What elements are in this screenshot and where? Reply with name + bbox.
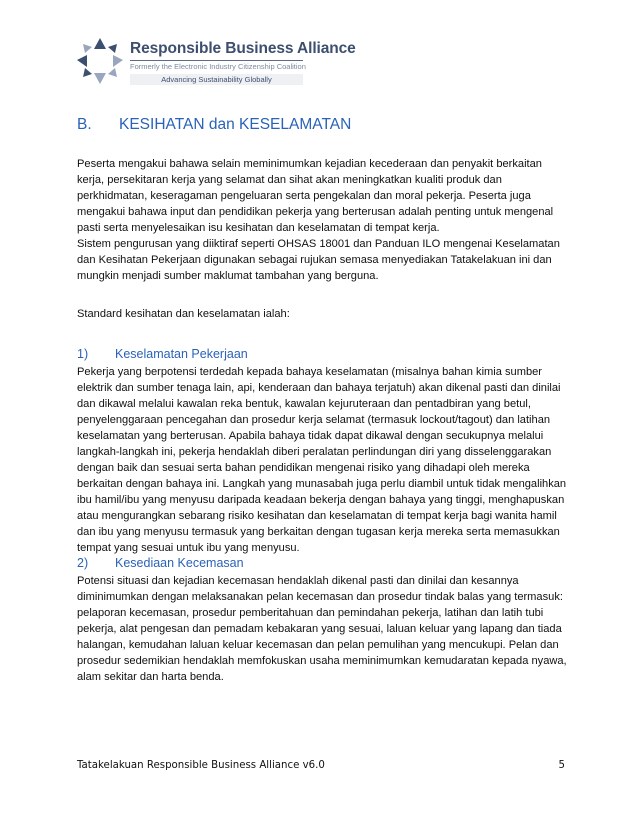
section-heading [77,116,351,134]
item-body-emergency-preparedness: Potensi situasi dan kejadian kecemasan hendaklah dikenal pasti dan dinilai dan kesannya diminimumkan dengan melaksanakan pelan kecemasan dan prosedur tindak balas yang termasuk: pelaporan kecemasan, prosedur pemberitahuan dan pemindahan pekerja, latihan dan latih tubi pekerja, alat pengesan dan pemadam kebakaran yang sesuai, laluan keluar yang lapang dan tiada halangan, kemudahan laluan keluar kecemasan dan pelan pemulihan yang mencukupi. Pelan dan prosedur sedemikian hendaklah memfokuskan usaha meminimumkan kemudaratan kepada nyawa, alam sekitar dan harta benda. [77,575,567,683]
rba-logo [73,36,356,88]
intro-paragraph-2: Sistem pengurusan yang diiktiraf seperti OHSAS 18001 dan Panduan ILO mengenai Keselamatan dan Kesihatan Pekerjaan digunakan sebagai rujukan semasa menyediakan Tatakelakuan ini dan mungkin menjadi sumber maklumat tambahan yang berguna. [77,238,560,282]
logo-title: Responsible Business Alliance [130,40,356,57]
footer-text: Tatakelakuan Responsible Business Alliance v6.0 [77,760,325,771]
section-number: B. [77,116,92,133]
item-heading-emergency-preparedness [77,556,244,570]
logo-divider [130,60,303,61]
item-body-occupational-safety: Pekerja yang berpotensi terdedah kepada bahaya keselamatan (misalnya bahan kimia sumber elektrik dan sumber tenaga lain, api, kenderaan dan bahaya terjatuh) akan dikenal pasti dan dinilai dan dikawal melalui kawalan reka bentuk, kawalan kejuruteraan dan pentadbiran yang betul, penyelenggaraan pencegahan dan prosedur kerja selamat (termasuk lockout/tagout) dan latihan keselamatan yang berterusan. Apabila bahaya tidak dapat dikawal dengan secukupnya melalui langkah-langkah ini, pekerja hendaklah diberi peralatan perlindungan diri yang disselenggarakan dengan baik dan sesuai serta bahan pendidikan mengenai risiko yang dihadapi oleh mereka berkaitan dengan bahaya ini. Langkah yang munasabah juga perlu diambil untuk tidak mengalihkan ibu hamil/ibu yang menyusu daripada keadaan bekerja dengan bahaya yang tinggi, menghapuskan atau mengurangkan sebarang risiko kesihatan dan keselamatan di tempat kerja bagi wanita hamil dan ibu yang menyusu termasuk yang berkaitan dengan tugasan kerja mereka serta memasukkan tempat yang sesuai untuk ibu yang menyusu. [77,366,567,554]
page-number: 5 [558,760,565,771]
item-title: Kesediaan Kecemasan [115,556,244,570]
logo-tagline: Advancing Sustainability Globally [130,74,303,85]
rba-emblem-icon [73,36,127,88]
item-heading-occupational-safety [77,347,248,361]
item-title: Keselamatan Pekerjaan [115,347,248,361]
item-number: 2) [77,556,89,570]
logo-subtitle: Formerly the Electronic Industry Citizenship Coalition [130,62,306,71]
intro-paragraph-1: Peserta mengakui bahawa selain meminimumkan kejadian kecederaan dan penyakit berkaitan kerja, persekitaran kerja yang selamat dan sihat akan meningkatkan kualiti produk dan perkhidmatan, keseragaman pengeluaran serta pengekalan dan moral pekerja. Peserta juga mengakui bahawa input dan pendidikan pekerja yang berterusan adalah penting untuk mengenal pasti serta menyelesaikan isu kesihatan dan keselamatan di tempat kerja. [77,158,554,234]
section-title: KESIHATAN dan KESELAMATAN [119,116,352,133]
page-footer [77,760,565,771]
standards-lead-in: Standard kesihatan dan keselamatan ialah: [77,308,290,320]
item-number: 1) [77,347,89,361]
